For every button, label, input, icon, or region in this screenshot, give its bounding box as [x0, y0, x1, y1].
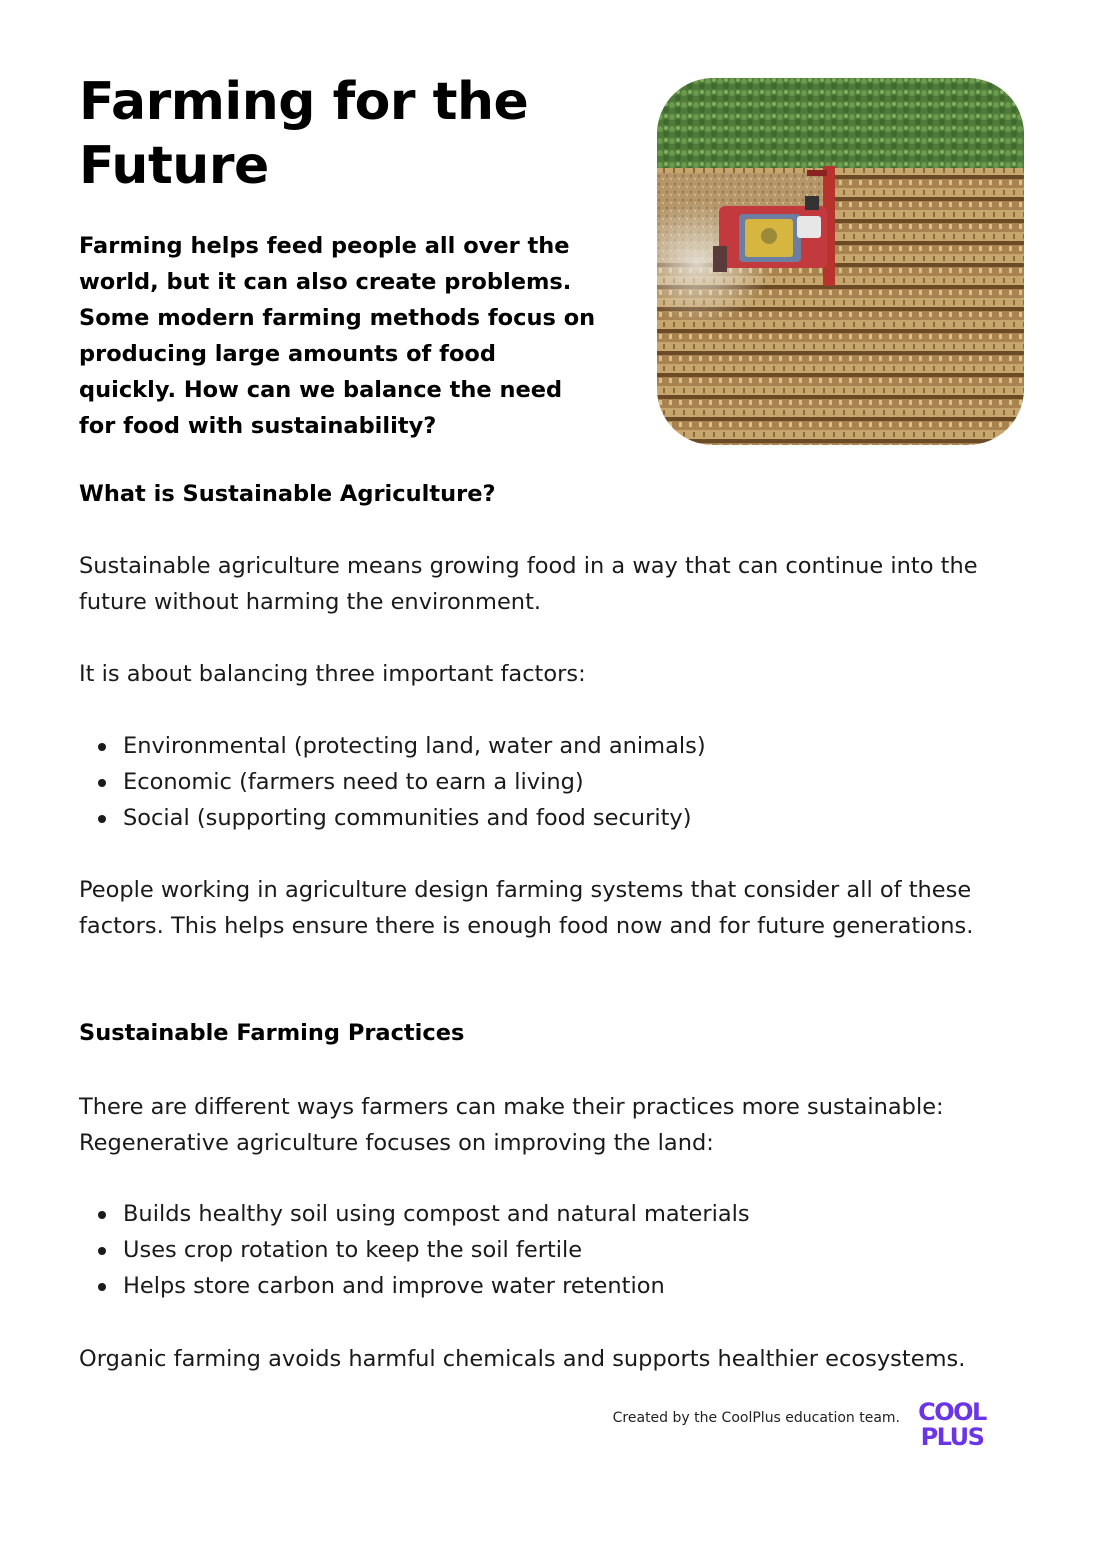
coolplus-logo	[912, 1396, 992, 1448]
section-heading-sustainable-agriculture: What is Sustainable Agriculture?	[79, 481, 496, 507]
combine-harvester-photo	[657, 78, 1024, 445]
list-item-text: Helps store carbon and improve water retention	[123, 1273, 665, 1299]
paragraph-farming-systems: People working in agriculture design farming systems that consider all of these factors. This helps ensure there is enough food now and for future generations.	[79, 877, 974, 939]
list-item	[79, 764, 1039, 800]
intro-paragraph: Farming helps feed people all over the world, but it can also create problems. Some modern farming methods focus on producing large amounts of food quickly. How can we balance the need for food with sustainability?	[79, 233, 596, 439]
paragraph-practices-intro: There are different ways farmers can make their practices more sustainable: Regenerative agriculture focuses on improving the land:	[79, 1094, 944, 1156]
list-item-text: Builds healthy soil using compost and natural materials	[123, 1201, 750, 1227]
list-item-text: Uses crop rotation to keep the soil fertile	[123, 1237, 583, 1263]
list-item-text: Economic (farmers need to earn a living)	[123, 769, 584, 795]
bullet-icon	[98, 779, 106, 787]
list-item	[79, 1196, 1039, 1232]
list-item-text: Environmental (protecting land, water and animals)	[123, 733, 706, 759]
svg-text:COOL: COOL	[918, 1398, 986, 1426]
bullet-icon	[98, 1283, 106, 1291]
factors-list	[79, 728, 1039, 836]
practices-list	[79, 1196, 1039, 1304]
list-item	[79, 800, 1039, 836]
svg-text:PLUS: PLUS	[920, 1423, 984, 1448]
paragraph-definition: Sustainable agriculture means growing food in a way that can continue into the future without harming the environment.	[79, 553, 978, 615]
page-title: Farming for the Future	[79, 72, 529, 196]
paragraph-organic-farming: Organic farming avoids harmful chemicals and supports healthier ecosystems.	[79, 1346, 966, 1372]
bullet-icon	[98, 1211, 106, 1219]
bullet-icon	[98, 1247, 106, 1255]
list-item	[79, 1268, 1039, 1304]
bullet-icon	[98, 815, 106, 823]
list-item-text: Social (supporting communities and food security)	[123, 805, 692, 831]
paragraph-factors-intro: It is about balancing three important factors:	[79, 661, 586, 687]
list-item	[79, 728, 1039, 764]
bullet-icon	[98, 743, 106, 751]
section-heading-farming-practices: Sustainable Farming Practices	[79, 1020, 465, 1046]
credit-text: Created by the CoolPlus education team.	[612, 1410, 900, 1426]
list-item	[79, 1232, 1039, 1268]
